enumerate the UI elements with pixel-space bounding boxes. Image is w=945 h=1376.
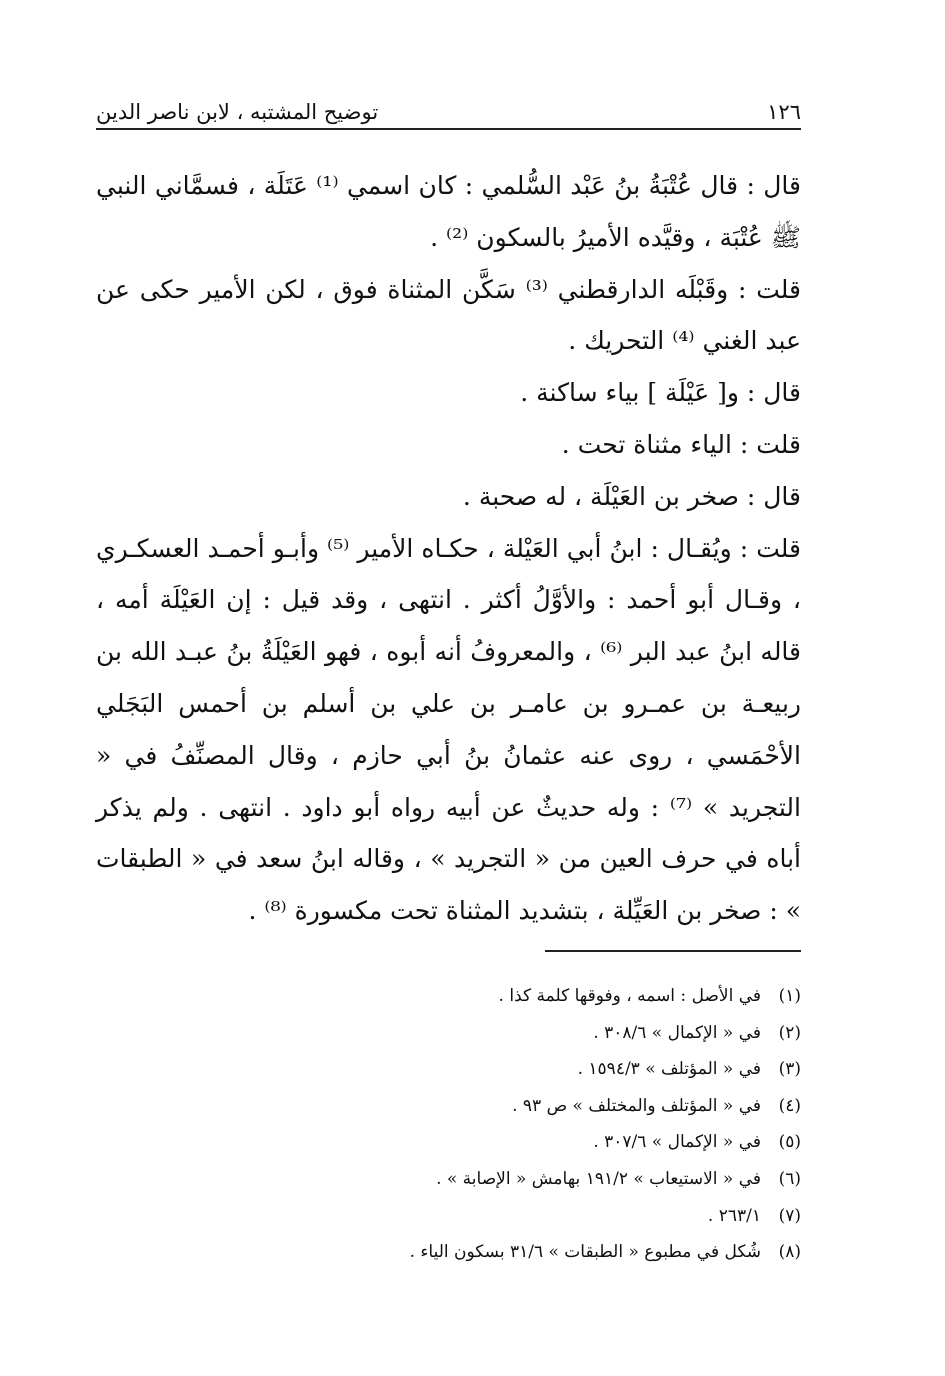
main-text [96, 160, 801, 937]
footnote [96, 1088, 801, 1125]
header-divider [96, 128, 801, 130]
page-header [96, 84, 801, 124]
paragraph: قال : قال عُتْبَةُ بنُ عَبْد السُّلمي : كان اسمي ⁽¹⁾ عَتَلَة ، فسمَّاني النبي ﷺ عُتْبَة ، وقيَّده الأميرُ بالسكون ⁽²⁾ . [96, 171, 801, 252]
footnote [96, 1161, 801, 1198]
footnote-number: (٨) [778, 1242, 801, 1263]
footnote-number: (٤) [778, 1095, 801, 1116]
paragraph: قلت : الياء مثناة تحت . [561, 429, 801, 459]
footnote-text: في « الاستيعاب » ١٩١/٢ بهامش « الإصابة » . [436, 1168, 761, 1189]
footnote [96, 1234, 801, 1271]
paragraph: قال : و[ عَيْلَة ] بياء ساكنة . [520, 378, 801, 408]
footnote [96, 978, 801, 1015]
footnote [96, 1015, 801, 1052]
footnote-text: في « المؤتلف والمختلف » ص ٩٣ . [512, 1095, 761, 1116]
footnote-number: (٦) [778, 1168, 801, 1189]
paragraph: قلت : ويُقـال : ابنُ أبي العَيْلة ، حكـاه الأمير ⁽⁵⁾ وأبـو أحمـد العسكـري ، وقـال أبو أحمد : والأوَّلُ أكثر . انتهى ، وقد قيل : إن العَيْلَة أمه ، قاله ابنُ عبد البر ⁽⁶⁾ ، والمعروفُ أنه أبوه ، فهو العَيْلَةُ بنُ عبـد الله بن ربيعـة بن عمـرو بن عامـر بن علي بن أسلم بن أحمس البَجَلي الأحْمَسي ، روى عنه عثمانُ بنُ أبي حازم ، وقال المصنِّفُ في « التجريد » ⁽⁷⁾ : وله حديثٌ عن أبيه رواه أبو داود . انتهى . ولم يذكر أباه في حرف العين من « التجريد » ، وقاله ابنُ سعد في « الطبقات » : صخر بن العَيِّلة ، بتشديد المثناة تحت مكسورة ⁽⁸⁾ . [96, 533, 802, 926]
footnote-text: في « الإكمال » ٣٠٧/٦ . [593, 1132, 761, 1153]
footnote-number: (١) [778, 986, 801, 1006]
footnote-text: في « الإكمال » ٣٠٨/٦ . [593, 1022, 761, 1043]
footnote [96, 1198, 801, 1235]
footnote-divider [545, 950, 801, 952]
footnote [96, 1124, 801, 1161]
footnote-number: (٧) [778, 1205, 801, 1226]
footnote-text: ٢٦٣/١ . [707, 1205, 761, 1226]
footnote-number: (٣) [778, 1059, 801, 1080]
running-title: توضيح المشتبه ، لابن ناصر الدين [96, 100, 379, 124]
footnote-text: شُكل في مطبوع « الطبقات » ٣١/٦ بسكون الياء . [409, 1242, 761, 1263]
footnotes [96, 978, 801, 1271]
footnote-number: (٥) [778, 1132, 801, 1153]
footnote [96, 1051, 801, 1088]
paragraph: قلت : وقَبْلَه الدارقطني ⁽³⁾ سَكَّن المثناة فوق ، لكن الأمير حكى عن عبد الغني ⁽⁴⁾ التحريك . [96, 274, 801, 356]
paragraph: قال : صخر بن العَيْلَة ، له صحبة . [462, 481, 801, 511]
footnote-text: في « المؤتلف » ١٥٩٤/٣ . [577, 1059, 761, 1080]
footnote-number: (٢) [778, 1022, 801, 1043]
footnote-text: في الأصل : اسمه ، وفوقها كلمة كذا . [498, 986, 761, 1006]
page-number: ١٢٦ [767, 100, 801, 124]
